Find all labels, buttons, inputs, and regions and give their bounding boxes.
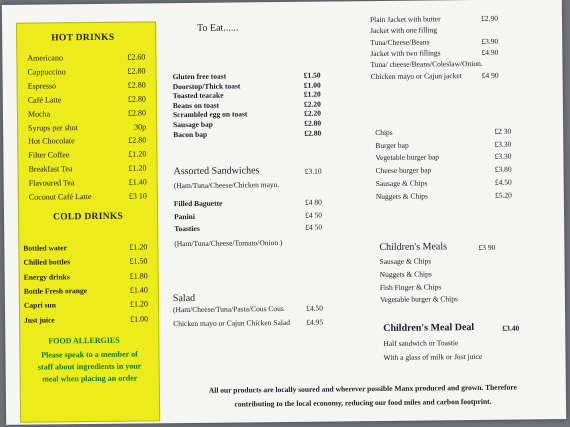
hot-drink-name: Americano xyxy=(27,53,63,63)
sandwiches-fillings: (Ham/Tuna/Cheese/Chicken mayo. xyxy=(173,180,280,191)
hot-drink-name: Espresso xyxy=(27,81,57,91)
sandwich-item-name: Toasties xyxy=(174,224,200,234)
cold-drink-price: £1.20 xyxy=(129,299,149,309)
kids-meal-item-name: Nuggets & Chips xyxy=(379,269,432,279)
hot-drink-name: Coconut Café Latte xyxy=(28,192,92,202)
food-item-price: £1.50 xyxy=(303,70,321,80)
jacket-item-name: Jacket with one filling xyxy=(370,25,438,36)
jacket-item-price: £4 90 xyxy=(481,70,499,80)
cold-drink-name: Chilled bottles xyxy=(23,257,71,268)
allergies-line-3: meal when placing an order xyxy=(42,373,138,384)
cold-drink-price: £1.80 xyxy=(129,271,148,281)
chips-item-name: Vegetable burger bap xyxy=(375,152,440,163)
jacket-item-price: £2.90 xyxy=(481,13,499,23)
hot-drink-name: Breakfast Tea xyxy=(28,164,73,174)
allergies-heading: FOOD ALLERGIES xyxy=(48,335,120,346)
meal-deal-heading: Children's Meal Deal xyxy=(383,322,475,334)
hot-drink-name: Syrups per shot xyxy=(28,122,78,133)
jacket-item-price: £4.90 xyxy=(481,47,499,57)
cold-drink-name: Bottled water xyxy=(23,243,67,253)
hot-drink-price: £2.60 xyxy=(127,52,146,62)
meal-deal-line-1: Half sandwich or Toastie xyxy=(383,338,459,348)
food-item-price: £2.20 xyxy=(304,108,322,119)
hot-drinks-heading: HOT DRINKS xyxy=(51,32,115,44)
hot-drink-price: £3 10 xyxy=(128,191,147,201)
hot-drink-name: Mocha xyxy=(27,109,51,119)
food-item-name: Scrambled egg on toast xyxy=(172,109,248,120)
sandwich-item-price: £4 50 xyxy=(305,210,323,220)
allergies-line-2: staff about ingredients in your xyxy=(37,361,142,372)
cold-drinks-heading: COLD DRINKS xyxy=(52,211,124,223)
hot-drink-price: £2.80 xyxy=(128,135,147,146)
food-item-name: Gluten free toast xyxy=(172,71,227,82)
meal-deal-price: £3.40 xyxy=(502,323,520,333)
footer-line-1: All our products are locally soured and wherever possible Manx produced and grown. Therefore xyxy=(208,382,517,395)
salad-item-name: (Ham/Cheese/Tuna/Pasta/Cous Cous xyxy=(172,304,284,315)
food-item-name: Beans on toast xyxy=(172,100,220,110)
chips-item-price: £3.80 xyxy=(494,164,512,174)
chips-item-price: £4.50 xyxy=(494,177,512,187)
hot-drink-price: £2.80 xyxy=(127,108,146,118)
hot-drink-price: £1.20 xyxy=(128,149,147,159)
hot-drink-price: 30p xyxy=(134,121,147,132)
kids-meal-item-name: Sausage & Chips xyxy=(379,256,432,267)
footer-line-2: contributing to the local economy, reducing our food miles and carbon footprint. xyxy=(234,396,492,409)
food-item-price: £2.80 xyxy=(304,128,322,138)
food-item-name: Sausage bap xyxy=(173,119,213,130)
kids-meal-item-name: Fish Finger & Chips xyxy=(379,281,442,292)
cold-drink-price: £1.20 xyxy=(129,242,148,252)
childrens-meals-price: £3 90 xyxy=(478,242,496,252)
hot-drink-price: £1.20 xyxy=(128,163,147,173)
chips-item-price: £3.30 xyxy=(494,152,512,162)
childrens-meals-heading: Children's Meals xyxy=(379,241,448,254)
sandwich-item-name: Filled Baguette xyxy=(173,198,223,209)
food-item-price: £2.20 xyxy=(303,99,321,109)
cold-drink-price: £1.00 xyxy=(130,313,149,324)
chips-item-name: Nuggets & Chips xyxy=(375,190,428,201)
chips-item-name: Chips xyxy=(375,127,393,138)
chips-item-name: Cheese burger bap xyxy=(375,165,432,176)
jacket-item-name: Plain Jacket with butter xyxy=(369,14,441,25)
cold-drink-price: £1.50 xyxy=(129,256,148,266)
jacket-item-name: Chicken mayo or Cajun jacket xyxy=(370,70,462,81)
toastie-fillings: (Ham/Tuna/Cheese/Tomato/Onion ) xyxy=(174,238,283,249)
salad-item-price: £4.50 xyxy=(306,303,324,313)
salad-heading: Salad xyxy=(172,292,196,305)
drinks-panel xyxy=(16,21,160,422)
sandwich-item-name: Panini xyxy=(173,211,195,221)
food-item-price: £2.80 xyxy=(304,118,322,128)
chips-item-name: Burger bap xyxy=(375,140,409,150)
sandwiches-heading: Assorted Sandwiches xyxy=(173,165,260,178)
cold-drink-name: Capri sun xyxy=(23,300,56,310)
cold-drink-name: Bottle Fresh orange xyxy=(23,285,88,296)
hot-drink-name: Cappuccino xyxy=(27,67,66,77)
kids-meal-item-name: Vegetable burger & Chips xyxy=(379,294,458,305)
chips-item-price: £5.20 xyxy=(494,190,512,200)
sandwich-item-price: £4 50 xyxy=(305,222,323,233)
food-item-price: £1.20 xyxy=(303,89,321,99)
cold-drink-name: Energy drinks xyxy=(23,271,70,282)
menu-sheet xyxy=(2,0,566,425)
sandwich-item-price: £4 80 xyxy=(304,197,322,207)
food-item-price: £1.00 xyxy=(303,80,321,90)
cold-drink-price: £1.40 xyxy=(129,285,148,295)
hot-drink-name: Filter Coffee xyxy=(28,150,70,160)
to-eat-heading: To Eat...... xyxy=(197,22,239,34)
food-item-name: Doorstop/Thick toast xyxy=(172,81,241,91)
food-item-name: Bacon bap xyxy=(173,129,208,139)
hot-drink-price: £2.80 xyxy=(127,66,146,76)
hot-drink-price: £2.80 xyxy=(127,94,146,104)
hot-drink-price: £1.40 xyxy=(128,177,147,187)
salad-item-name: Chicken mayo or Cajun Chicken Salad xyxy=(173,317,291,328)
food-item-name: Toasted teacake xyxy=(172,90,224,101)
meal-deal-line-2: With a glass of milk or Just juice xyxy=(383,351,483,362)
chips-item-price: £3.30 xyxy=(494,139,512,149)
hot-drink-name: Hot Chocolate xyxy=(28,136,75,147)
sandwiches-price: £3.10 xyxy=(304,166,322,176)
allergies-line-1: Please speak to a member of xyxy=(41,349,138,360)
chips-item-name: Sausage & Chips xyxy=(375,178,428,188)
hot-drink-name: Flavoured Tea xyxy=(28,178,75,188)
jacket-item-name: Tuna/Cheese/Beans xyxy=(370,37,430,47)
hot-drink-name: Café Latte xyxy=(27,95,62,105)
cold-drink-name: Just juice xyxy=(24,314,55,325)
hot-drink-price: £2.80 xyxy=(127,80,146,90)
jacket-item-price: £3.90 xyxy=(481,36,499,46)
chips-item-price: £2 30 xyxy=(494,126,512,136)
salad-item-price: £4.95 xyxy=(306,317,324,327)
jacket-item-name: Tuna/ cheese/Beans/Coleslaw/Onion. xyxy=(370,59,483,70)
jacket-item-name: Jacket with two fillings xyxy=(370,48,441,58)
